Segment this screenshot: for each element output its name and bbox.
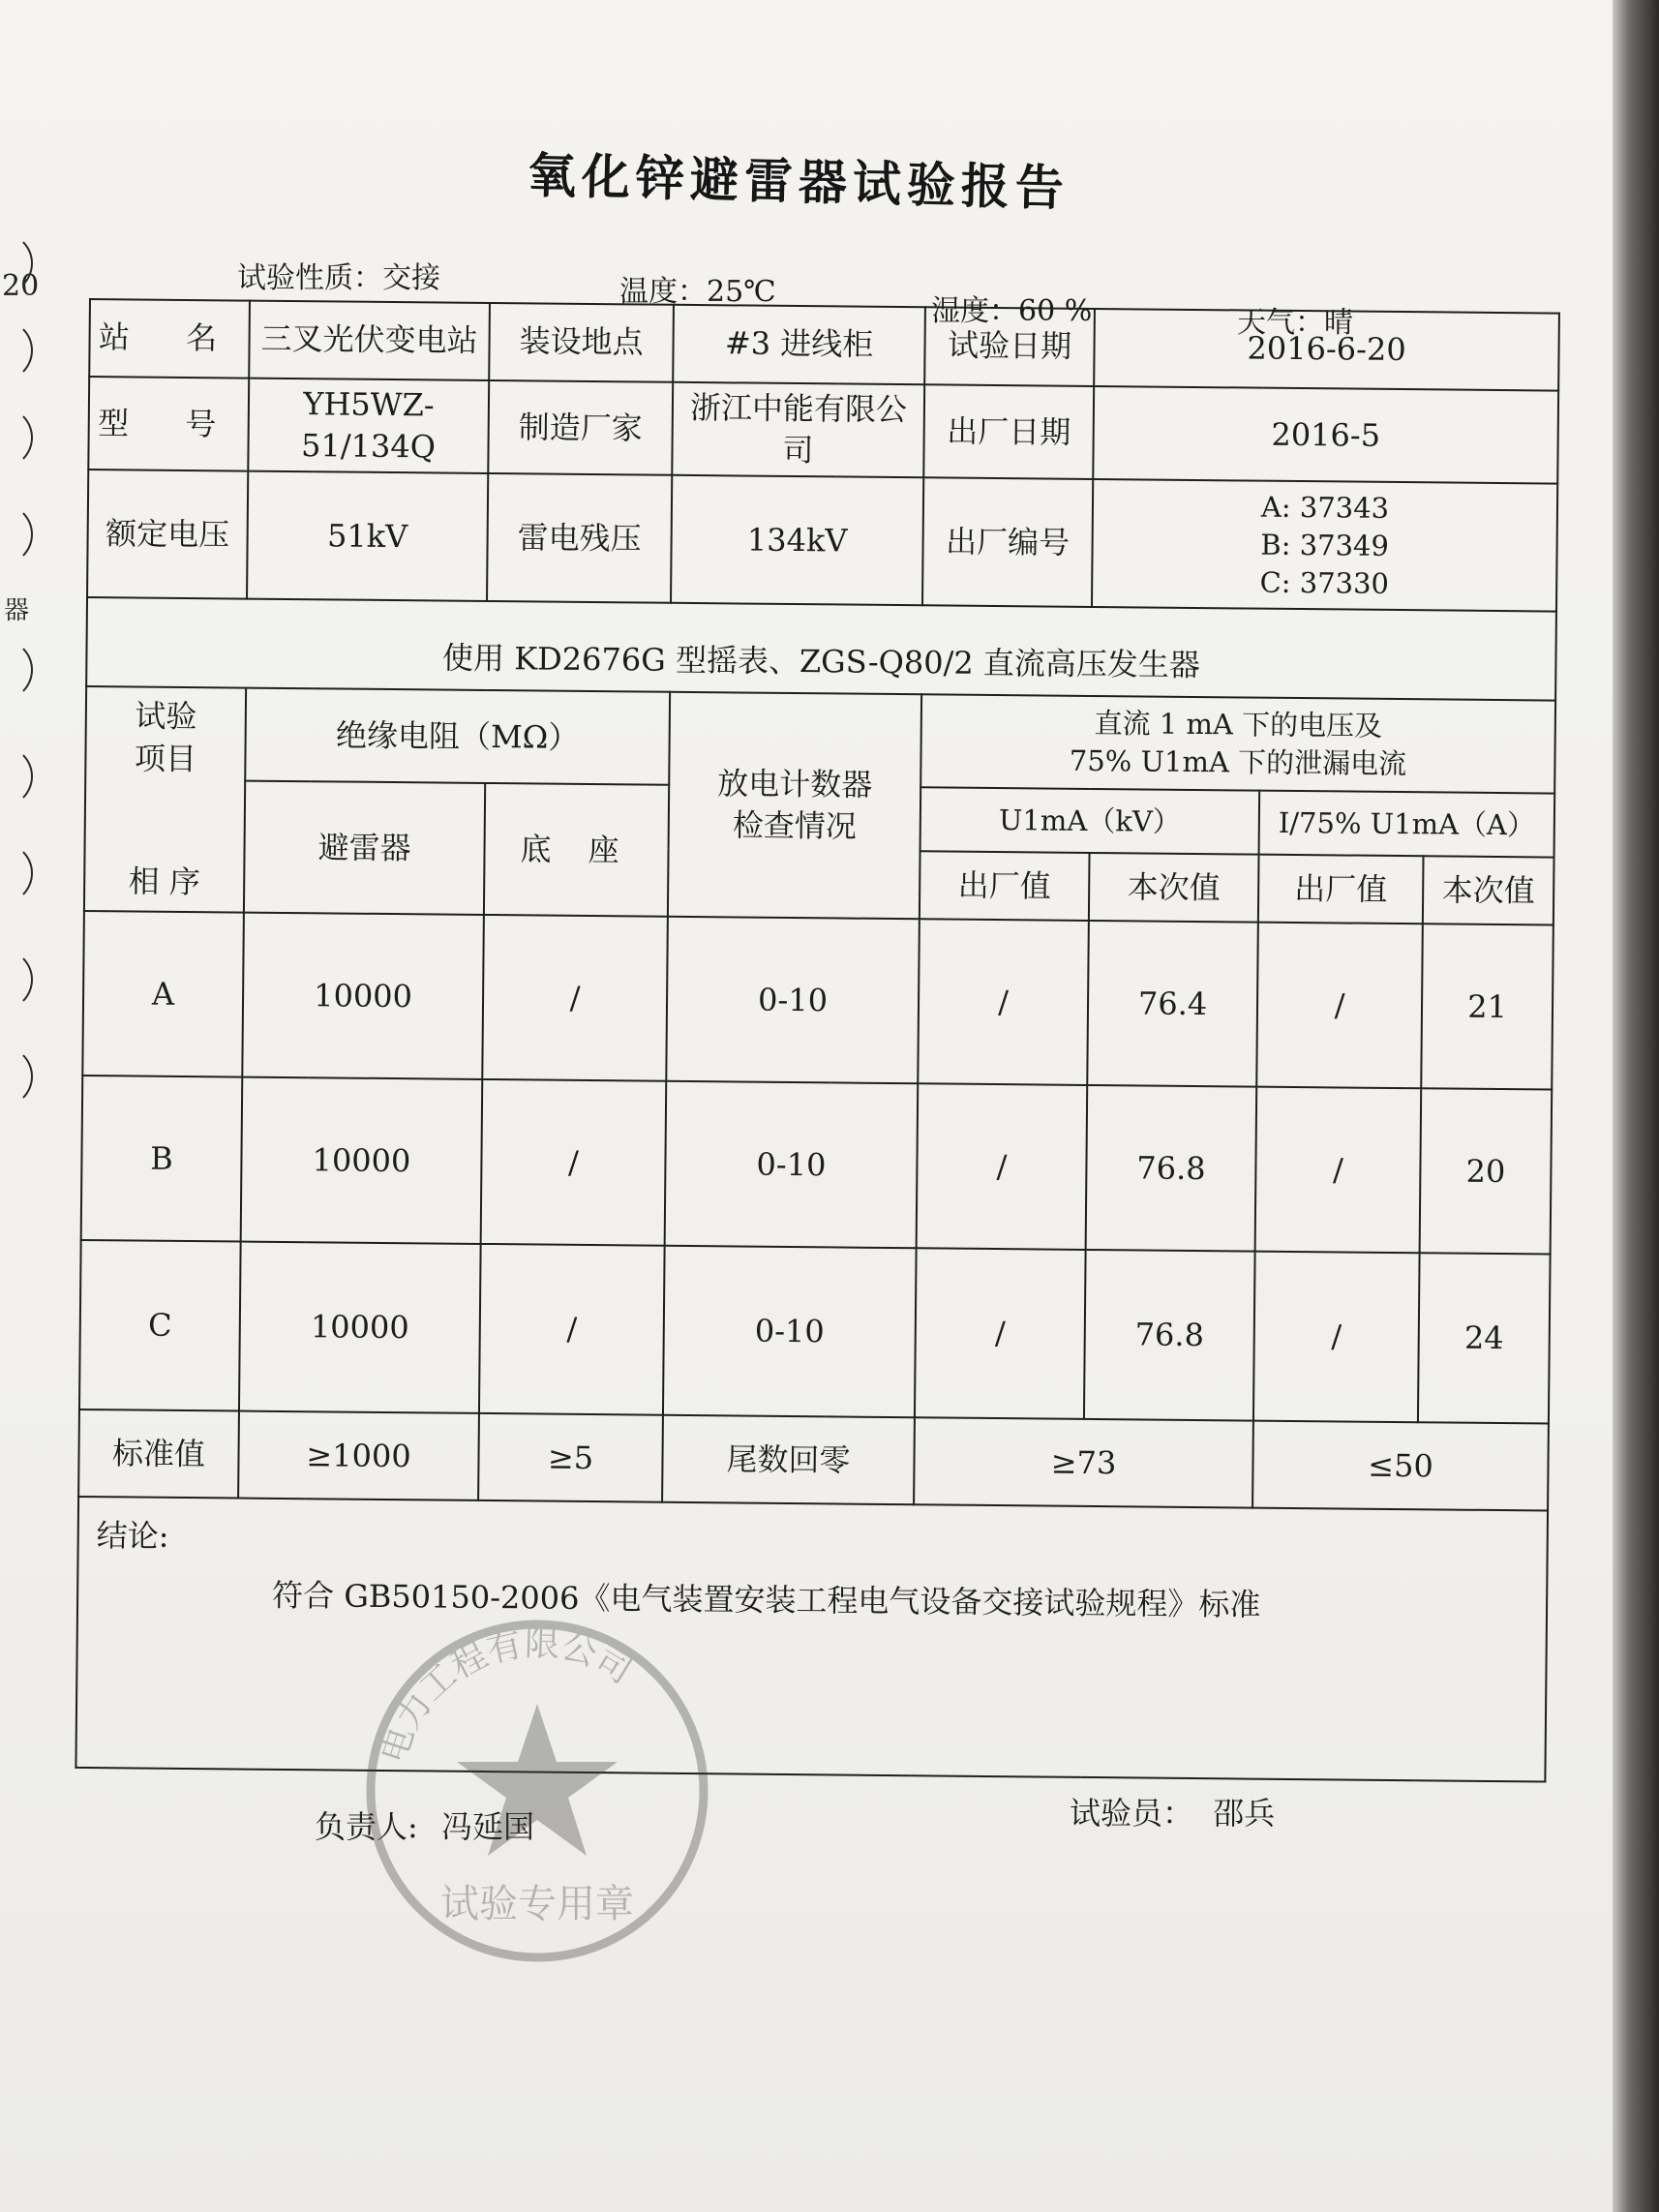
instruments-row [86, 597, 1556, 701]
left-binding-margin [0, 0, 58, 2212]
test-item-header: 试验 项目 [134, 697, 197, 777]
serial-c: C: 37330 [1259, 565, 1390, 600]
factory-date-value: 2016-5 [1093, 386, 1558, 484]
standard-i75: ≤50 [1252, 1421, 1549, 1511]
test-report-table [75, 298, 1560, 1783]
header-row-1 [85, 686, 1555, 794]
test-nature-label: 试验性质： [237, 261, 382, 295]
model-label: 型 号 [88, 377, 249, 471]
standard-u1ma: ≥73 [914, 1418, 1253, 1508]
data-row-b [81, 1076, 1553, 1255]
rated-voltage-value: 51kV [247, 471, 488, 601]
manufacturer-label: 制造厂家 [488, 380, 673, 475]
location-label: 装设地点 [489, 303, 674, 382]
weather-value: 晴 [1324, 306, 1353, 340]
dc-test-header: 直流 1 mA 下的电压及 75% U1mA 下的泄漏电流 [920, 695, 1555, 794]
standard-base: ≥5 [478, 1413, 663, 1502]
row-a-counter: 0-10 [666, 917, 920, 1083]
arrester-header: 避雷器 [244, 781, 485, 915]
stamp-bottom-text: 试验专用章 [440, 1882, 634, 1926]
row-c-phase: C [79, 1240, 241, 1411]
row-c-arrester: 10000 [239, 1242, 481, 1413]
instruments-used: 使用 KD2676G 型摇表、ZGS-Q80/2 直流高压发生器 [86, 597, 1556, 701]
row-b-counter: 0-10 [665, 1081, 919, 1248]
rated-voltage-label: 额定电压 [87, 470, 248, 599]
margin-number: 20 [2, 269, 40, 303]
row-b-u-current: 76.8 [1086, 1085, 1257, 1252]
conclusion-cell [75, 1497, 1548, 1782]
tester [1070, 1789, 1275, 1833]
row-a-u-current: 76.4 [1087, 921, 1258, 1087]
data-row-c [79, 1240, 1551, 1424]
tester-label: 试验员： [1070, 1795, 1194, 1832]
factory-date-label: 出厂日期 [923, 384, 1094, 479]
stamp-star-icon [457, 1704, 618, 1856]
row-a-i-factory: / [1256, 923, 1423, 1089]
test-nature-value: 交接 [382, 261, 440, 295]
row-a-u-factory: / [918, 920, 1089, 1086]
standard-arrester: ≥1000 [238, 1411, 479, 1500]
conclusion-text: 符合 GB50150-2006《电气装置安装工程电气设备交接试验规程》标准 [271, 1577, 1261, 1624]
official-stamp [358, 1612, 716, 1970]
temperature-label: 温度： [619, 275, 707, 309]
row-b-u-factory: / [917, 1084, 1088, 1251]
svg-text:电力工程有限公司 [374, 1624, 639, 1769]
info-row-model [88, 377, 1558, 484]
margin-char: 器 [4, 596, 30, 625]
i-factory-header: 出厂值 [1258, 855, 1424, 924]
serial-label: 出厂编号 [922, 478, 1093, 608]
info-row-station [89, 299, 1559, 391]
phase-header: 相 序 [128, 863, 200, 901]
conclusion-label: 结论: [96, 1517, 169, 1556]
row-c-u-factory: / [915, 1249, 1086, 1420]
report-title: 氧化锌避雷器试验报告 [527, 146, 1071, 217]
stamp-ring-text: 电力工程有限公司 [373, 1623, 639, 1769]
insulation-header: 绝缘电阻（MΩ） [245, 688, 670, 785]
row-b-i-factory: / [1255, 1087, 1422, 1254]
station-value: 三叉光伏变电站 [249, 301, 490, 380]
serial-values [1092, 479, 1557, 612]
test-date-label: 试验日期 [924, 307, 1095, 386]
i75-header: I/75% U1mA（A） [1259, 791, 1555, 858]
serial-b: B: 37349 [1260, 528, 1390, 562]
info-row-voltage [87, 470, 1557, 612]
row-c-counter: 0-10 [663, 1246, 917, 1417]
temperature-value: 25℃ [707, 275, 776, 309]
manufacturer-value: 浙江中能有限公司 [672, 382, 924, 478]
humidity-label: 湿度： [931, 294, 1018, 328]
row-b-arrester: 10000 [241, 1077, 483, 1244]
row-c-u-current: 76.8 [1084, 1250, 1255, 1421]
row-a-arrester: 10000 [242, 913, 484, 1079]
location-value: #3 进线柜 [673, 305, 925, 384]
row-c-i-current: 24 [1418, 1254, 1551, 1424]
standard-counter: 尾数回零 [662, 1415, 915, 1504]
residual-voltage-value: 134kV [671, 475, 923, 605]
row-b-base: / [481, 1079, 667, 1246]
data-row-a [82, 911, 1553, 1090]
tester-name: 邵兵 [1213, 1795, 1276, 1832]
standard-label: 标准值 [78, 1409, 239, 1499]
model-value: YH5WZ-51/134Q [248, 379, 489, 474]
i-current-header: 本次值 [1423, 857, 1554, 925]
conclusion-row [75, 1497, 1548, 1782]
row-a-i-current: 21 [1421, 924, 1553, 1090]
row-a-base: / [482, 915, 668, 1081]
binder-edge [1613, 0, 1659, 2212]
item-phase-header [84, 686, 246, 913]
row-a-phase: A [82, 911, 244, 1077]
serial-a: A: 37343 [1260, 490, 1390, 525]
row-c-base: / [479, 1244, 665, 1415]
row-c-i-factory: / [1253, 1252, 1420, 1423]
u1ma-header: U1mA（kV） [920, 788, 1260, 855]
base-header: 底 座 [484, 783, 669, 917]
counter-header: 放电计数器 检查情况 [668, 692, 921, 919]
row-b-i-current: 20 [1420, 1089, 1553, 1255]
standard-row [78, 1409, 1549, 1511]
responsible-label: 负责人: [315, 1808, 418, 1845]
row-b-phase: B [81, 1076, 243, 1242]
test-date-value: 2016-6-20 [1094, 309, 1559, 391]
u-current-header: 本次值 [1089, 853, 1259, 923]
test-nature [237, 254, 440, 296]
humidity-value: 60 % [1018, 294, 1093, 328]
responsible-name: 冯延国 [440, 1808, 534, 1845]
residual-voltage-label: 雷电残压 [487, 473, 672, 603]
u-factory-header: 出厂值 [920, 852, 1090, 922]
weather-label: 天气： [1237, 306, 1324, 340]
station-label: 站 名 [89, 299, 250, 379]
